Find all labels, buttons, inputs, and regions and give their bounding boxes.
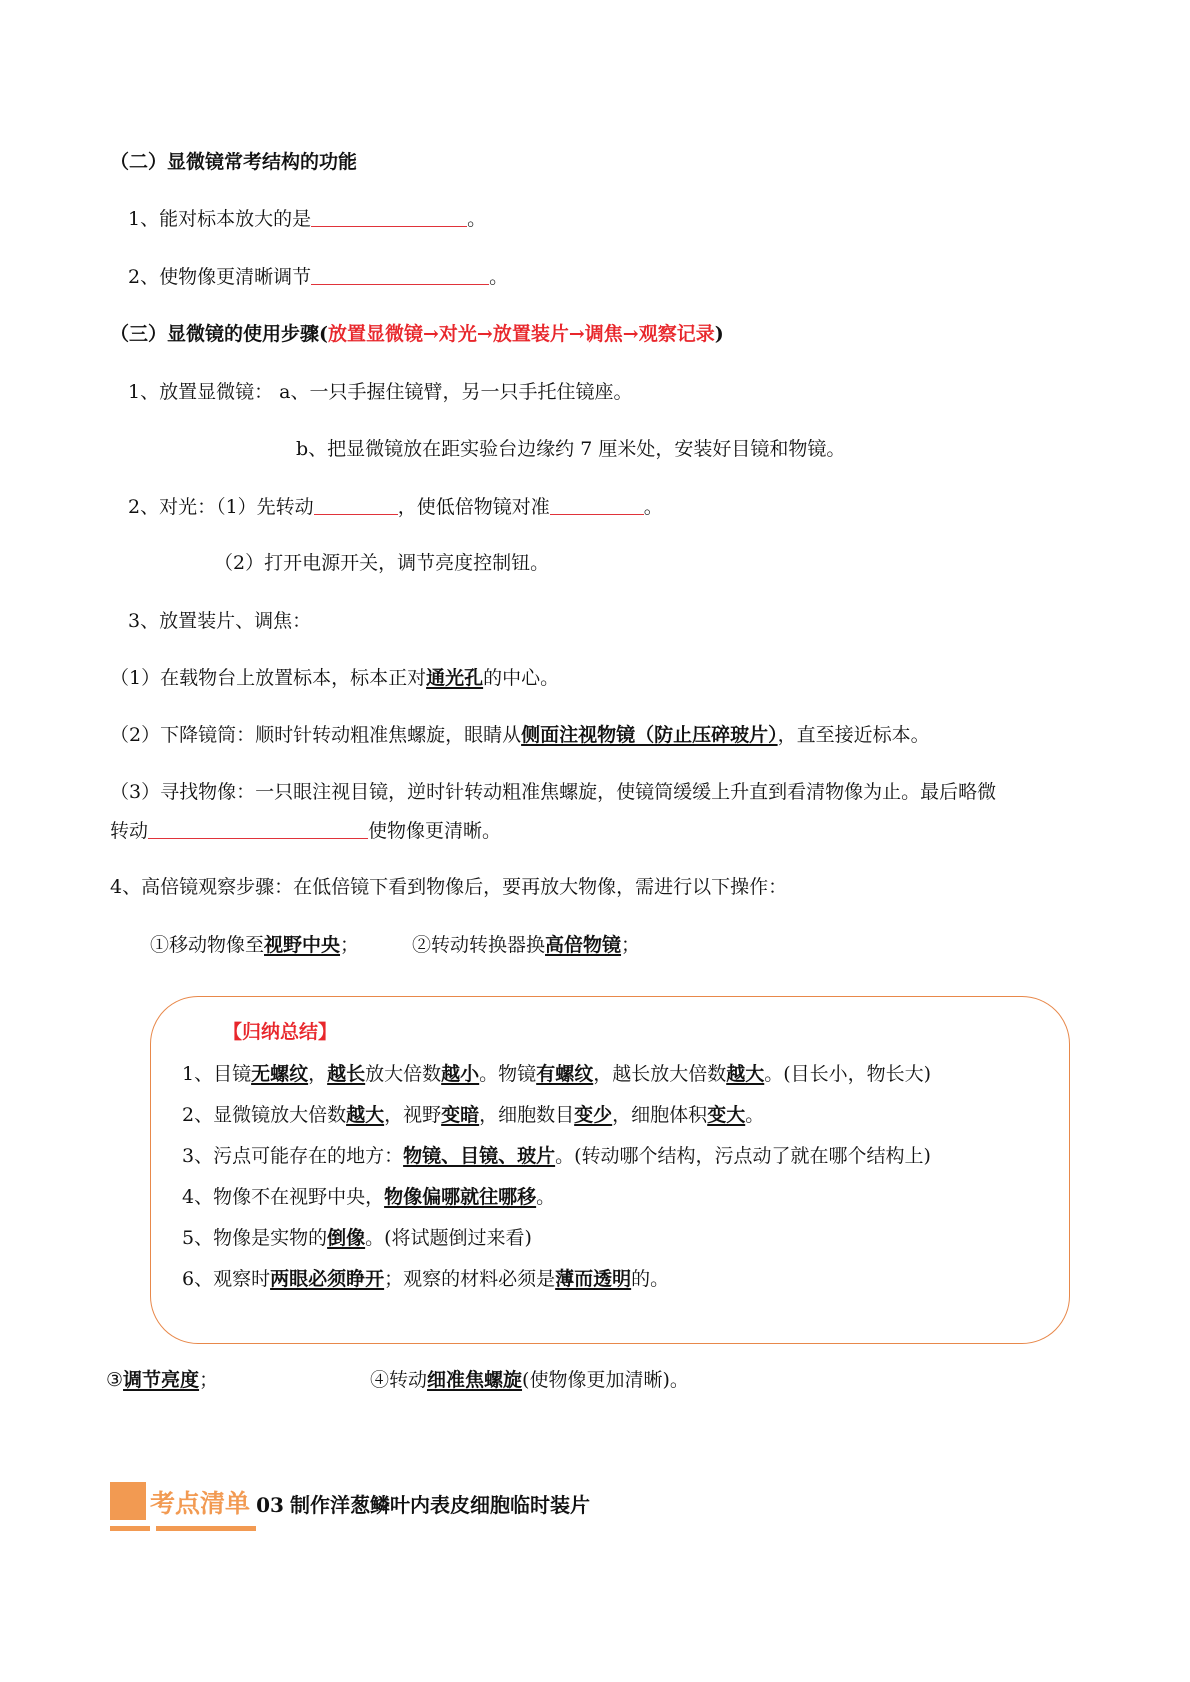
s-text: 。物镜 <box>479 1063 537 1085</box>
op-text: ①移动物像至 <box>150 934 265 956</box>
answer-blank[interactable] <box>314 494 398 515</box>
key-term: 调节亮度 <box>123 1369 200 1391</box>
kaodian-number: 03 <box>256 1493 284 1517</box>
s-text: ，视野 <box>384 1104 442 1126</box>
summary-box <box>150 996 1070 1344</box>
s-text: 5、物像是实物的 <box>182 1227 328 1249</box>
key-term: 变大 <box>707 1104 746 1126</box>
key-term: 有螺纹 <box>536 1063 594 1085</box>
s-text: 的。 <box>631 1268 670 1290</box>
key-term: 视野中央 <box>264 934 341 956</box>
s-text: 。(转动哪个结构，污点动了就在哪个结构上) <box>555 1145 931 1167</box>
s-text: 3、污点可能存在的地方： <box>182 1145 404 1167</box>
punct: ； <box>621 934 641 956</box>
paren: ( <box>319 323 329 345</box>
op-text: ②转动转换器换 <box>412 934 546 956</box>
answer-blank[interactable] <box>550 494 644 515</box>
kaodian-label: 考点清单 <box>150 1489 251 1518</box>
answer-blank[interactable] <box>311 264 489 285</box>
summary-line-3 <box>182 1144 931 1168</box>
key-term: 细准焦螺旋 <box>427 1369 523 1391</box>
key-term: 物镜、目镜、玻片 <box>403 1145 556 1167</box>
answer-blank[interactable] <box>311 206 467 227</box>
step-3-3-line2 <box>110 818 501 843</box>
summary-line-5 <box>182 1226 532 1250</box>
key-term: 侧面注视物镜（防止压碎玻片） <box>521 724 778 746</box>
underline-decoration <box>156 1526 256 1531</box>
s-text: ，越长放大倍数 <box>593 1063 727 1085</box>
answer-blank[interactable] <box>148 818 368 839</box>
summary-line-2 <box>182 1103 764 1127</box>
key-term: 高倍物镜 <box>545 934 622 956</box>
step-1b: b、把显微镜放在距实验台边缘约 7 厘米处，安装好目镜和物镜。 <box>296 438 846 460</box>
s-text: 。 <box>536 1186 556 1208</box>
kaodian-header <box>150 1490 590 1520</box>
s-text: 1、目镜 <box>182 1063 252 1085</box>
step-4: 4、高倍镜观察步骤：在低倍镜下看到物像后，要再放大物像，需进行以下操作： <box>110 876 788 898</box>
key-term: 越大 <box>346 1104 385 1126</box>
underline-decoration <box>110 1526 150 1531</box>
s-text: ，细胞体积 <box>612 1104 708 1126</box>
section-heading-3-label: （三）显微镜的使用步骤 <box>110 323 320 345</box>
key-term: 越大 <box>726 1063 765 1085</box>
key-term: 物像偏哪就往哪移 <box>384 1186 537 1208</box>
summary-line-4 <box>182 1185 555 1209</box>
step-3: 3、放置装片、调焦： <box>128 610 312 632</box>
s-text: ，细胞数目 <box>479 1104 575 1126</box>
s-text: 。(目长小，物长大) <box>764 1063 932 1085</box>
op-text: ③ <box>106 1369 124 1391</box>
summary-line-1 <box>182 1062 931 1086</box>
s-text: 放大倍数 <box>365 1063 442 1085</box>
s-text: 4、物像不在视野中央， <box>182 1186 385 1208</box>
operation-1 <box>150 933 359 957</box>
step-2b: （2）打开电源开关，调节亮度控制钮。 <box>214 552 550 574</box>
section-marker-icon <box>110 1482 146 1520</box>
op-text: ④转动 <box>370 1369 428 1391</box>
punct: ； <box>340 934 360 956</box>
s-text: ， <box>308 1063 328 1085</box>
section-heading-3 <box>110 322 724 346</box>
operation-2 <box>412 933 640 957</box>
op-end: (使物像更加清晰)。 <box>522 1369 689 1391</box>
punct: 。 <box>467 208 487 230</box>
key-term: 越长 <box>327 1063 366 1085</box>
step-3-2-end: ，直至接近标本。 <box>777 724 930 746</box>
operation-3 <box>106 1368 218 1392</box>
key-term: 变少 <box>574 1104 613 1126</box>
section-heading-2: （二）显微镜常考结构的功能 <box>110 151 358 173</box>
step-2a-mid: ，使低倍物镜对准 <box>397 496 550 518</box>
step-3-1 <box>110 666 559 690</box>
operation-4 <box>370 1368 689 1392</box>
key-term: 两眼必须睁开 <box>270 1268 385 1290</box>
key-term: 薄而透明 <box>555 1268 632 1290</box>
s-text: 。(将试题倒过来看) <box>365 1227 532 1249</box>
question-2-text: 2、使物像更清晰调节 <box>128 266 312 288</box>
question-1 <box>128 206 486 231</box>
key-term: 变暗 <box>441 1104 480 1126</box>
step-3-2 <box>110 723 930 747</box>
step-2a <box>128 494 663 519</box>
key-term: 倒像 <box>327 1227 366 1249</box>
key-term: 越小 <box>441 1063 480 1085</box>
step-3-1-text: （1）在载物台上放置标本，标本正对 <box>110 667 427 689</box>
step-3-1-end: 的中心。 <box>483 667 560 689</box>
step-3-3-text: 转动 <box>110 820 149 842</box>
step-3-2-text: （2）下降镜筒：顺时针转动粗准焦螺旋，眼睛从 <box>110 724 522 746</box>
question-2 <box>128 264 508 289</box>
kaodian-title: 制作洋葱鳞叶内表皮细胞临时装片 <box>289 1493 590 1517</box>
s-text: 2、显微镜放大倍数 <box>182 1104 347 1126</box>
key-term: 无螺纹 <box>251 1063 309 1085</box>
step-3-3-end: 使物像更清晰。 <box>368 820 502 842</box>
question-1-text: 1、能对标本放大的是 <box>128 208 312 230</box>
step-3-3-line1: （3）寻找物像：一只眼注视目镜，逆时针转动粗准焦螺旋，使镜筒缓缓上升直到看清物像为止。最后略微 <box>110 781 997 803</box>
usage-steps: 放置显微镜→对光→放置装片→调焦→观察记录 <box>328 323 715 345</box>
punct: 。 <box>643 496 663 518</box>
s-text: ；观察的材料必须是 <box>384 1268 556 1290</box>
punct: 。 <box>489 266 509 288</box>
summary-title: 【归纳总结】 <box>223 1021 338 1043</box>
step-2a-text: 2、对光：（1）先转动 <box>128 496 314 518</box>
paren: ) <box>714 323 724 345</box>
summary-line-6 <box>182 1267 669 1291</box>
punct: ； <box>199 1369 219 1391</box>
s-text: 6、观察时 <box>182 1268 271 1290</box>
step-1a: 1、放置显微镜： a、一只手握住镜臂，另一只手托住镜座。 <box>128 381 633 403</box>
s-text: 。 <box>745 1104 765 1126</box>
key-term: 通光孔 <box>426 667 484 689</box>
